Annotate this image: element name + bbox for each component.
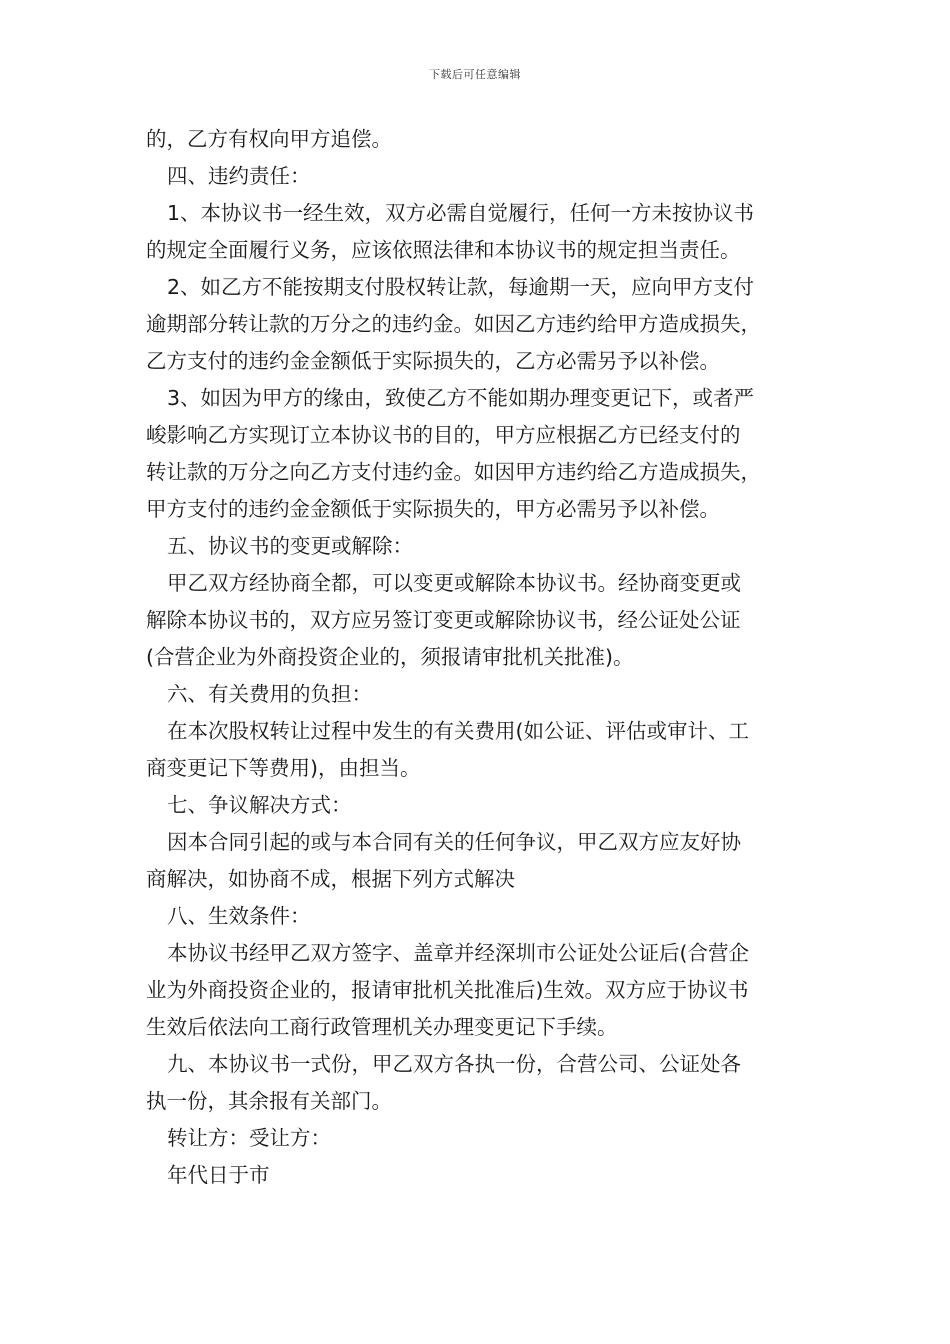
- page-header: 下载后可任意编辑: [429, 68, 521, 81]
- document-line: 3、如因为甲方的缘由，致使乙方不能如期办理变更记下，或者严: [167, 386, 755, 410]
- document-line: 业为外商投资企业的，报请审批机关批准后)生效。双方应于协议书: [146, 978, 749, 1002]
- document-line: 2、如乙方不能按期支付股权转让款，每逾期一天，应向甲方支付: [167, 275, 755, 299]
- document-body: [146, 121, 826, 1194]
- document-line: 甲方支付的违约金金额低于实际损失的，甲方必需另予以补偿。: [146, 497, 720, 521]
- document-line: 七、争议解决方式：: [167, 793, 352, 817]
- document-line: 乙方支付的违约金金额低于实际损失的，乙方必需另予以补偿。: [146, 349, 720, 373]
- document-line: 的规定全面履行义务，应该依照法律和本协议书的规定担当责任。: [146, 238, 741, 262]
- document-line: (合营企业为外商投资企业的，须报请审批机关批准)。: [146, 645, 634, 669]
- document-line: 转让方：受让方：: [167, 1126, 331, 1150]
- document-line: 生效后依法向工商行政管理机关办理变更记下手续。: [146, 1015, 618, 1039]
- document-line: 的，乙方有权向甲方追偿。: [146, 127, 392, 151]
- document-line: 因本合同引起的或与本合同有关的任何争议，甲乙双方应友好协: [167, 830, 741, 854]
- document-line: 五、协议书的变更或解除：: [167, 534, 413, 558]
- document-line: 四、违约责任：: [167, 164, 311, 188]
- document-line: 峻影响乙方实现订立本协议书的目的，甲方应根据乙方已经支付的: [146, 423, 741, 447]
- document-line: 转让款的万分之向乙方支付违约金。如因甲方违约给乙方造成损失，: [146, 460, 761, 484]
- document-line: 解除本协议书的，双方应另签订变更或解除协议书，经公证处公证: [146, 608, 741, 632]
- document-line: 商解决，如协商不成，根据下列方式解决: [146, 867, 515, 891]
- document-line: 六、有关费用的负担：: [167, 682, 372, 706]
- document-line: 本协议书经甲乙双方签字、盖章并经深圳市公证处公证后(合营企: [167, 941, 749, 965]
- document-line: 1、本协议书一经生效，双方必需自觉履行，任何一方未按协议书: [167, 201, 755, 225]
- document-line: 商变更记下等费用)，由担当。: [146, 756, 421, 780]
- document-line: 年代日于市: [167, 1163, 270, 1187]
- document-line: 九、本协议书一式份，甲乙双方各执一份，合营公司、公证处各: [167, 1052, 741, 1076]
- document-line: 在本次股权转让过程中发生的有关费用(如公证、评估或审计、工: [167, 719, 749, 743]
- document-line: 逾期部分转让款的万分之的违约金。如因乙方违约给甲方造成损失，: [146, 312, 761, 336]
- document-line: 八、生效条件：: [167, 904, 311, 928]
- document-line: 执一份，其余报有关部门。: [146, 1089, 392, 1113]
- document-line: 甲乙双方经协商全都，可以变更或解除本协议书。经协商变更或: [167, 571, 741, 595]
